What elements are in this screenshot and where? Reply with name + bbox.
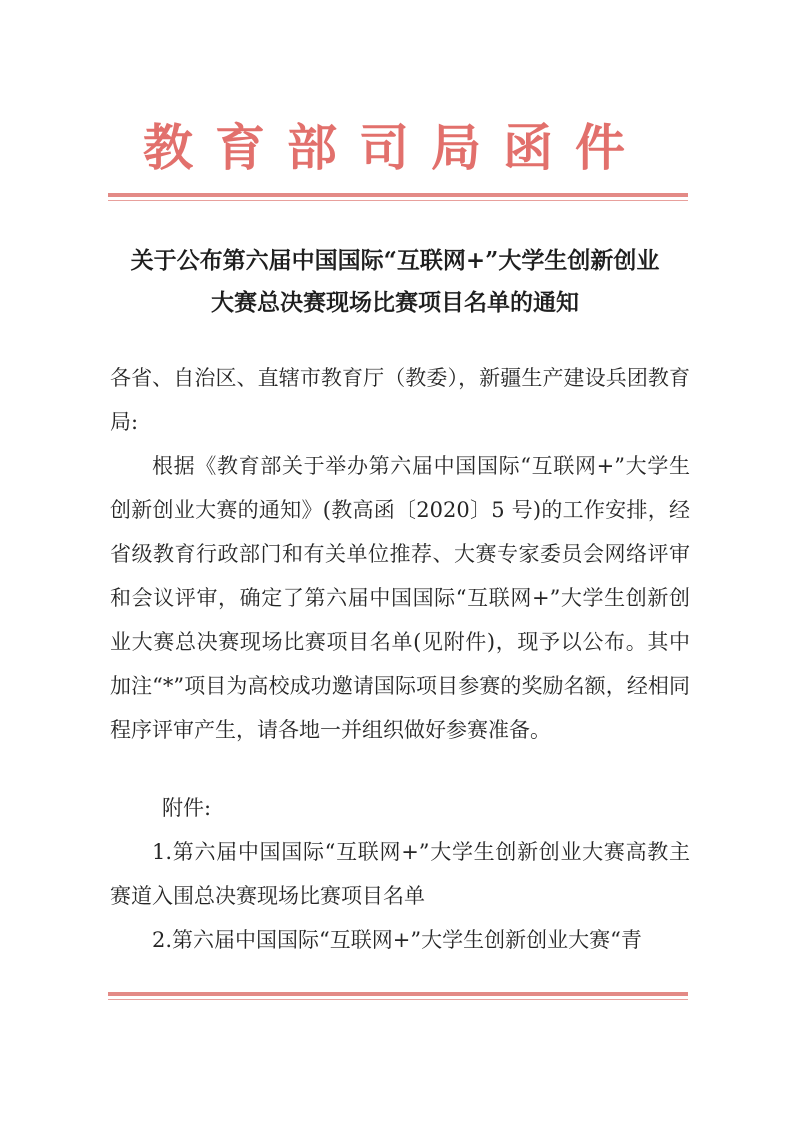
attachments-section (110, 786, 690, 962)
attachments-label: 附件: (162, 796, 212, 820)
body-paragraph (110, 444, 690, 752)
salutation-text: 各省、自治区、直辖市教育厅（教委），新疆生产建设兵团教育局: (110, 366, 690, 434)
notice-title-line-1: 关于公布第六届中国国际“互联网+”大学生创新创业 (130, 247, 660, 274)
salutation (110, 356, 690, 444)
letterhead-title: 教育部司局函件 (143, 118, 647, 177)
notice-title (100, 240, 690, 324)
footer-divider (108, 992, 688, 1000)
body-paragraph-text: 根据《教育部关于举办第六届中国国际“互联网+”大学生创新创业大赛的通知》(教高函〔2020〕5 号)的工作安排，经省级教育行政部门和有关单位推荐、大赛专家委员会网络评审和会议评审，确定了第六届中国国际“互联网+”大学生创新创业大赛总决赛现场比赛项目名单(见附件)，现予以公布。其中加注“*”项目为高校成功邀请国际项目参赛的奖励名额，经相同程序评审产生，请各地一并组织做好参赛准备。 (110, 454, 690, 742)
letterhead-divider (108, 193, 688, 201)
notice-title-line-2: 大赛总决赛现场比赛项目名单的通知 (211, 289, 579, 316)
attachment-item-1: 1.第六届中国国际“互联网+”大学生创新创业大赛高教主赛道入围总决赛现场比赛项目名单 (110, 840, 690, 908)
attachment-item-2: 2.第六届中国国际“互联网+”大学生创新创业大赛“青 (152, 928, 642, 952)
